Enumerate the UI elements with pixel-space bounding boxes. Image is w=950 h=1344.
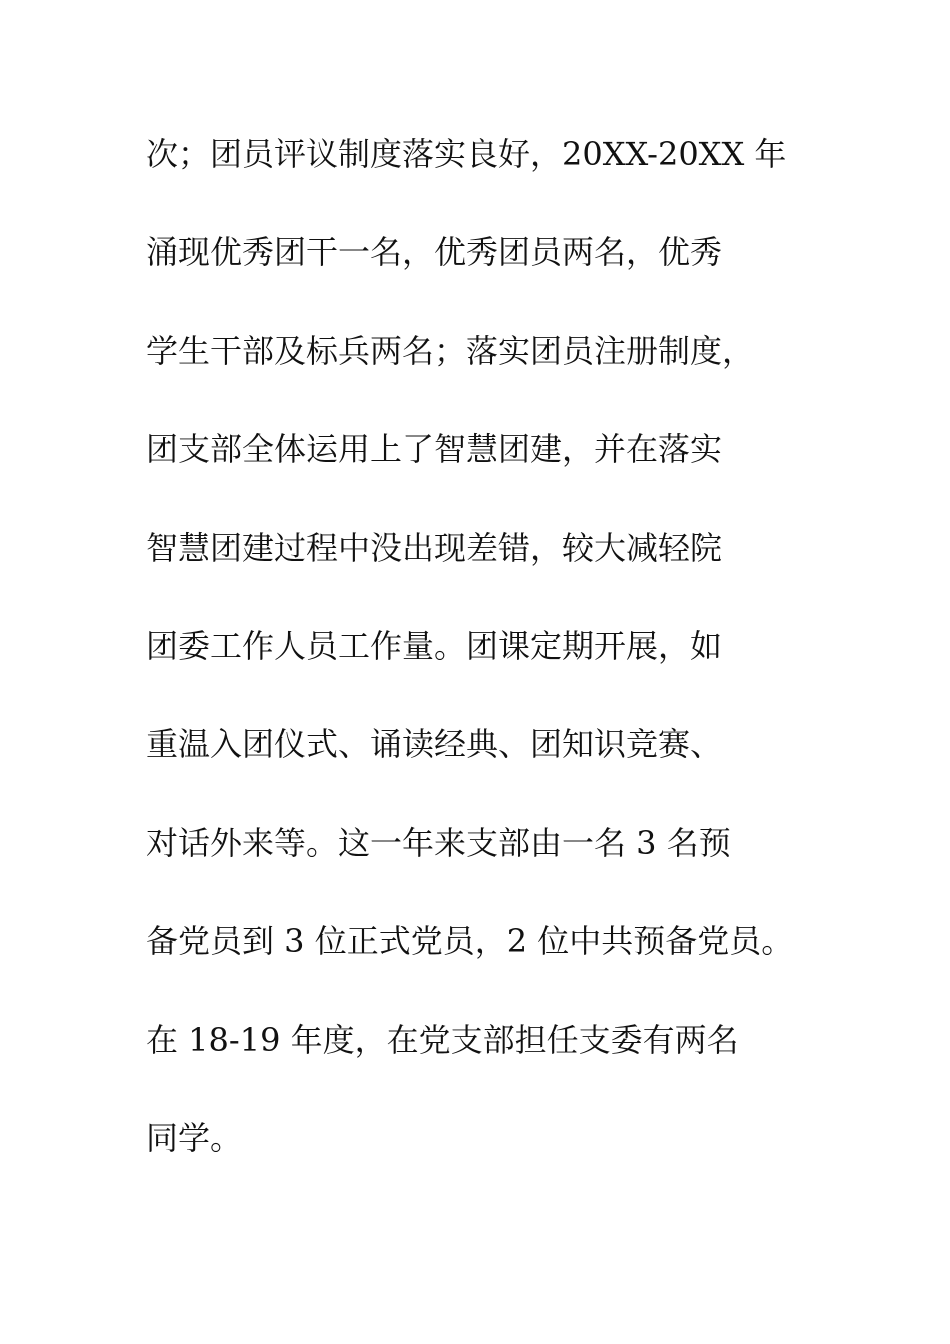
text-line-7: 重温入团仪式、诵读经典、团知识竞赛、 [146,725,723,764]
text-line-6: 团委工作人员工作量。团课定期开展，如 [146,626,723,665]
body-text [146,126,846,1208]
text-line-4: 团支部全体运用上了智慧团建，并在落实 [146,430,723,469]
text-line-10: 在 18-19 年度，在党支部担任支委有两名 [146,1020,739,1059]
text-line-11: 同学。 [146,1118,243,1157]
text-line-1: 次；团员评议制度落实良好，20XX-20XX 年 [146,135,787,173]
text-line-8: 对话外来等。这一年来支部由一名 3 名预 [146,823,731,862]
text-line-3: 学生干部及标兵两名；落实团员注册制度， [146,331,755,370]
text-line-9: 备党员到 3 位正式党员，2 位中共预备党员。 [146,922,794,961]
text-line-5: 智慧团建过程中没出现差错，较大减轻院 [146,528,723,567]
text-line-2: 涌现优秀团干一名，优秀团员两名，优秀 [146,233,723,272]
